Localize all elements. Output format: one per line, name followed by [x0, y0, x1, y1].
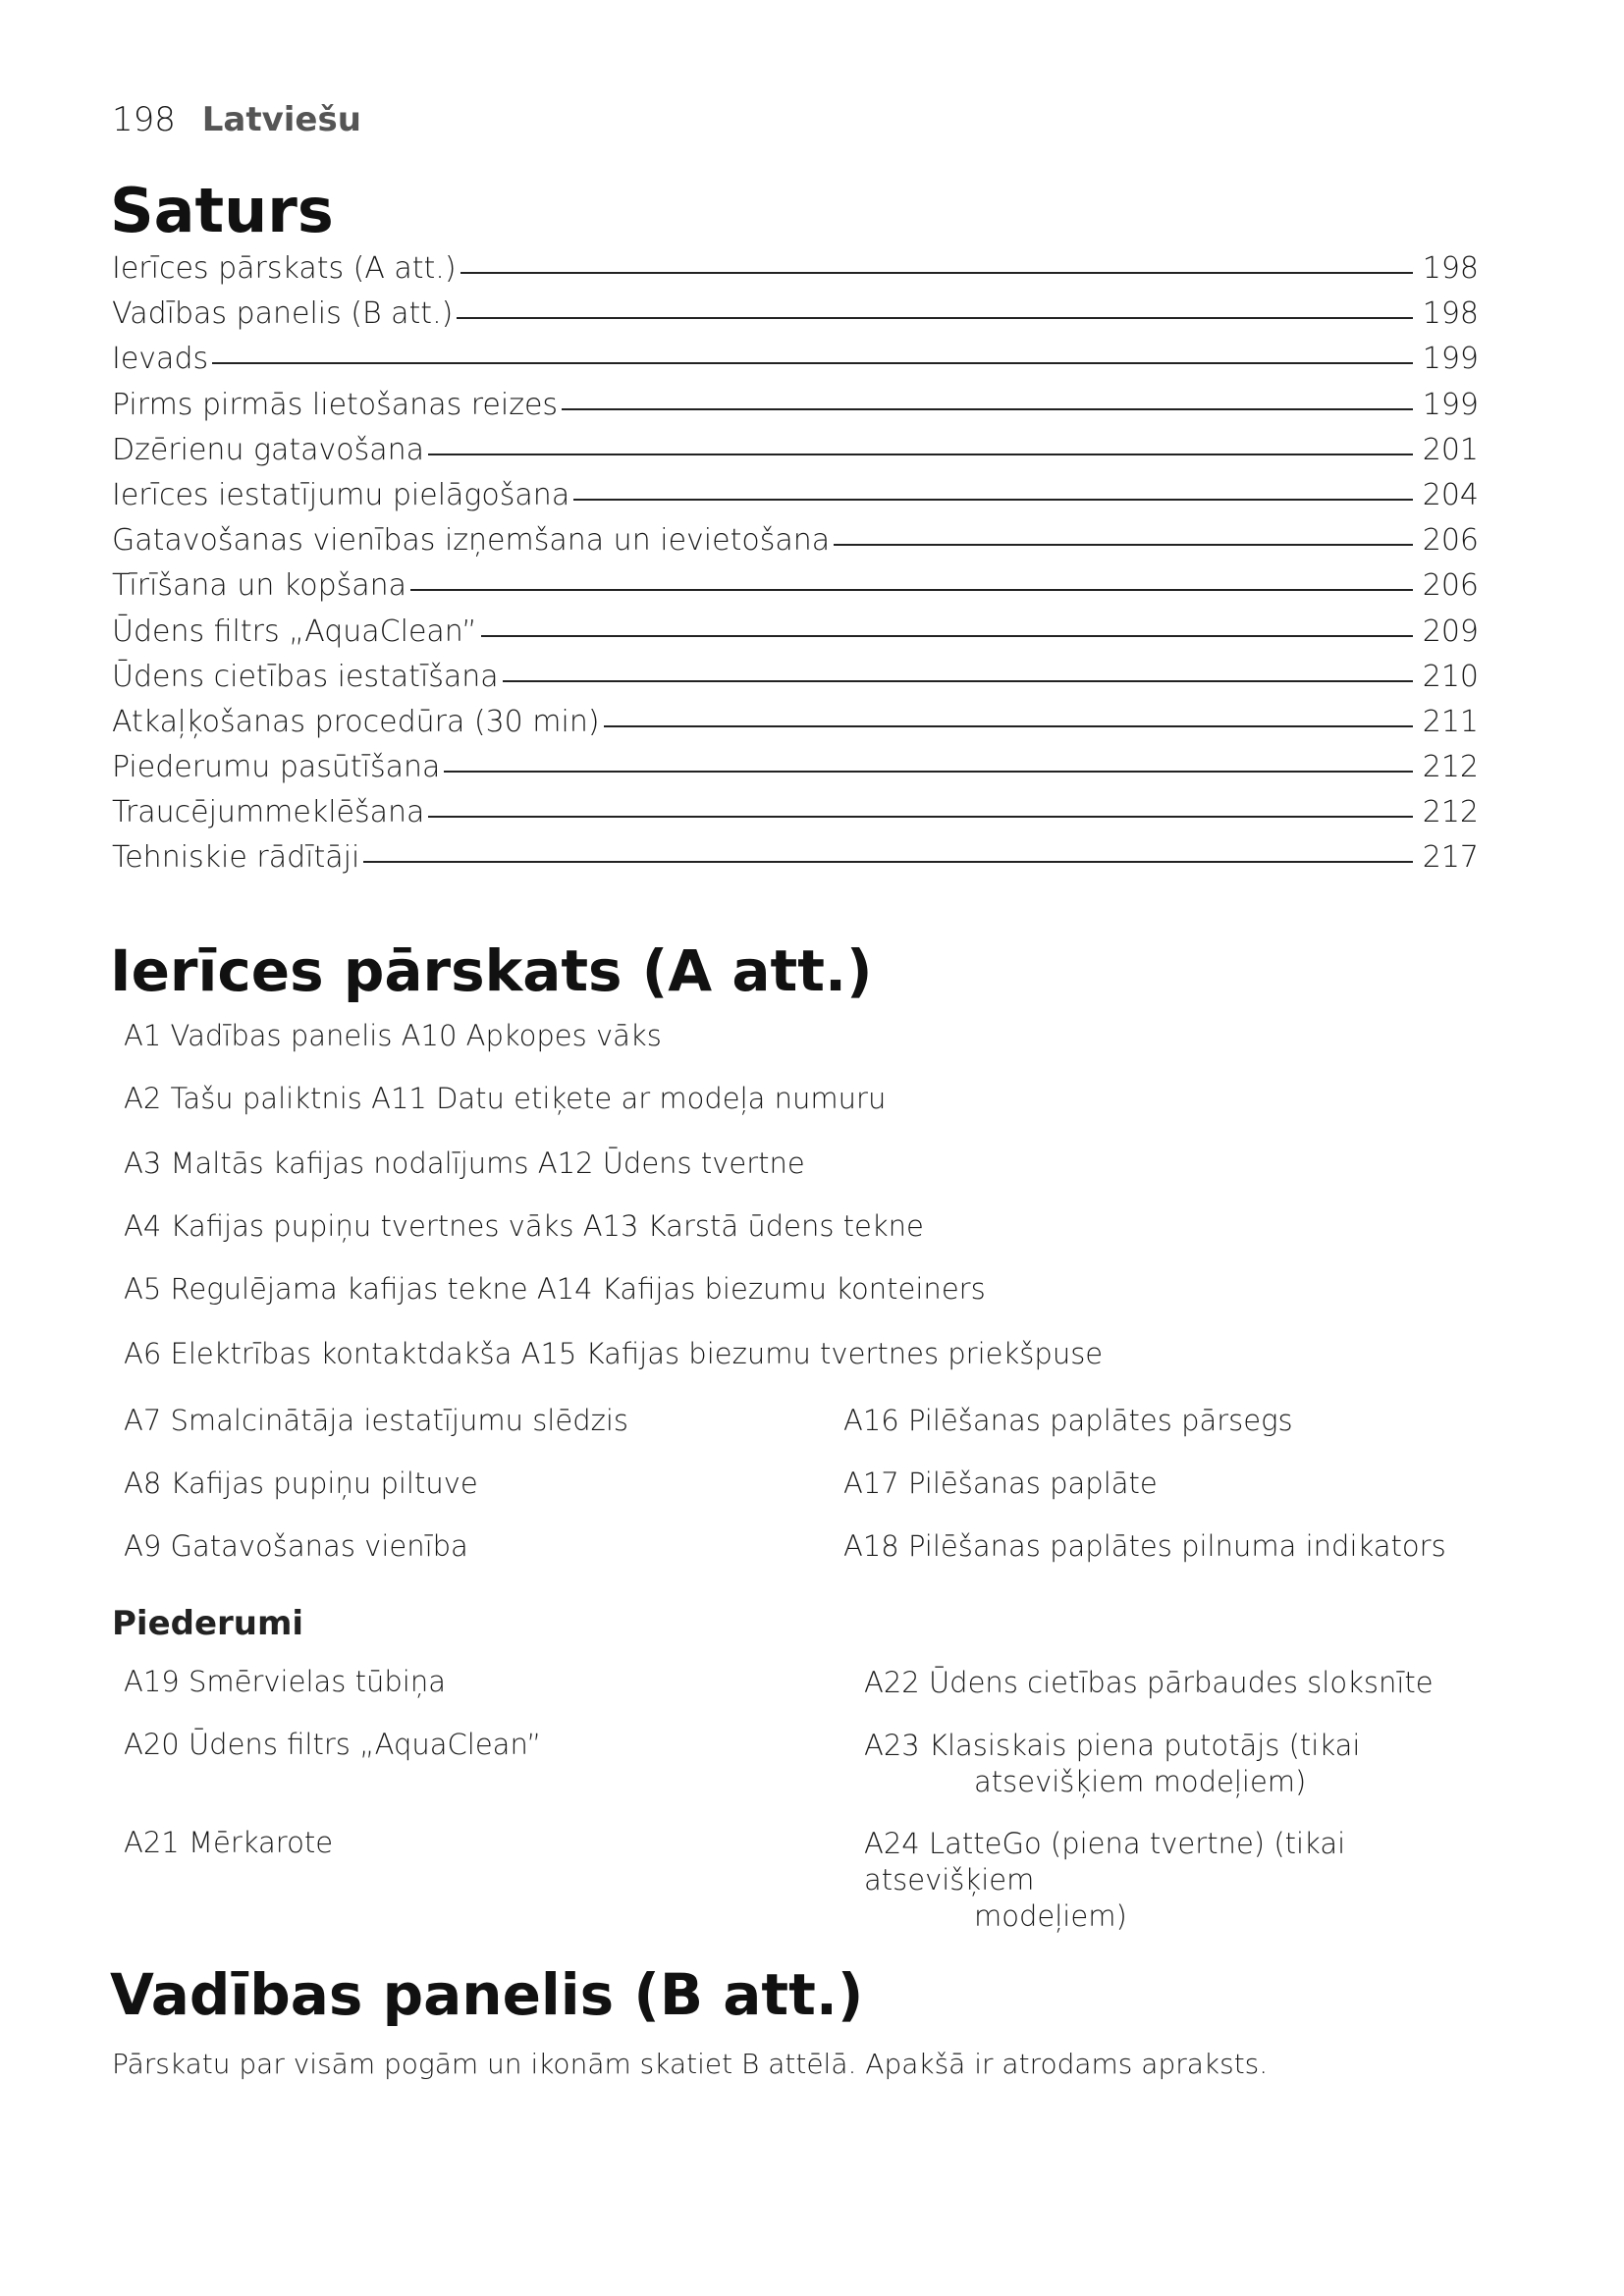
overview-item: A1 Vadības panelis A10 Apkopes vāks	[124, 1019, 662, 1052]
toc-entry-title: Ierīces pārskats (A att.)	[112, 251, 457, 286]
toc-entry[interactable]	[112, 568, 1479, 614]
toc-entry-page: 217	[1422, 840, 1479, 876]
accessory-item: A19 Smērvielas tūbiņa	[124, 1665, 446, 1698]
toc-entry-title: Tīrīšana un kopšana	[112, 568, 407, 604]
toc-leader-line	[460, 272, 1413, 274]
toc-entry-title: Vadības panelis (B att.)	[112, 296, 454, 332]
toc-entry-page: 199	[1422, 387, 1479, 422]
language-label: Latviešu	[201, 100, 361, 139]
toc-entry-title: Piederumu pasūtīšana	[112, 750, 441, 785]
overview-item: A9 Gatavošanas vienība	[124, 1529, 468, 1563]
toc-entry-title: Traucējummeklēšana	[112, 795, 425, 830]
toc-entry[interactable]	[112, 795, 1479, 840]
overview-item: A18 Pilēšanas paplātes pilnuma indikators	[843, 1529, 1446, 1563]
overview-item: A17 Pilēšanas paplāte	[843, 1467, 1158, 1500]
toc-entry[interactable]	[112, 840, 1479, 885]
toc-entry-title: Ierīces iestatījumu pielāgošana	[112, 477, 570, 512]
control-panel-heading: Vadības panelis (B att.)	[110, 1961, 864, 2028]
accessory-item-text: A22 Ūdens cietības pārbaudes sloksnīte	[864, 1666, 1434, 1699]
accessory-item-continuation: atsevišķiem modeļiem)	[974, 1765, 1307, 1798]
toc-leader-line	[834, 544, 1413, 546]
toc-leader-line	[457, 317, 1412, 319]
toc-heading: Saturs	[110, 175, 334, 246]
running-header	[112, 100, 361, 139]
toc-entry-title: Atkaļķošanas procedūra (30 min)	[112, 704, 600, 739]
accessory-item-text: A23 Klasiskais piena putotājs (tikai	[864, 1729, 1361, 1762]
toc-entry[interactable]	[112, 388, 1479, 433]
toc-entry[interactable]	[112, 614, 1479, 660]
toc-entry-page: 206	[1422, 568, 1479, 604]
toc-entry[interactable]	[112, 750, 1479, 795]
toc-entry-page: 199	[1422, 342, 1479, 377]
toc-entry-title: Dzērienu gatavošana	[112, 432, 425, 467]
overview-item: A4 Kafijas pupiņu tvertnes vāks A13 Karstā ūdens tekne	[124, 1209, 924, 1243]
toc-entry-page: 211	[1422, 704, 1479, 739]
toc-entry[interactable]	[112, 705, 1479, 750]
toc-leader-line	[410, 589, 1413, 591]
accessories-heading: Piederumi	[112, 1604, 304, 1643]
toc-entry[interactable]	[112, 478, 1479, 523]
overview-item: A7 Smalcinātāja iestatījumu slēdzis	[124, 1404, 628, 1437]
toc-leader-line	[444, 771, 1412, 773]
toc-entry-title: Ūdens cietības iestatīšana	[112, 659, 499, 694]
toc-entry-page: 201	[1422, 432, 1479, 467]
toc-entry[interactable]	[112, 342, 1479, 387]
toc-entry[interactable]	[112, 251, 1479, 296]
toc-leader-line	[503, 680, 1413, 682]
overview-item: A3 Maltās kafijas nodalījums A12 Ūdens tvertne	[124, 1147, 805, 1180]
overview-item: A6 Elektrības kontaktdakša A15 Kafijas biezumu tvertnes priekšpuse	[124, 1337, 1104, 1370]
accessory-item	[864, 1826, 1492, 1935]
toc-entry-page: 209	[1422, 614, 1479, 649]
accessory-item	[864, 1728, 1492, 1800]
page-number: 198	[112, 100, 176, 139]
toc-entry[interactable]	[112, 523, 1479, 568]
toc-entry-title: Pirms pirmās lietošanas reizes	[112, 387, 559, 422]
toc-entry-page: 210	[1422, 659, 1479, 694]
toc-entry-page: 206	[1422, 523, 1479, 559]
overview-item: A8 Kafijas pupiņu piltuve	[124, 1467, 478, 1500]
toc-leader-line	[604, 725, 1413, 727]
toc-entry-page: 204	[1422, 477, 1479, 512]
accessory-item	[864, 1665, 1492, 1701]
toc-leader-line	[428, 816, 1412, 818]
toc-entry-title: Gatavošanas vienības izņemšana un ievietošana	[112, 523, 831, 559]
accessory-item-text: A24 LatteGo (piena tvertne) (tikai atsevišķiem	[864, 1827, 1346, 1896]
toc-leader-line	[363, 861, 1412, 863]
toc-entry-page: 198	[1422, 251, 1479, 286]
toc-entry-page: 198	[1422, 296, 1479, 332]
toc-entry[interactable]	[112, 660, 1479, 705]
toc-entry-title: Ievads	[112, 342, 209, 377]
toc-entry-title: Ūdens filtrs „AquaClean”	[112, 614, 477, 649]
toc-entry[interactable]	[112, 296, 1479, 342]
overview-item: A16 Pilēšanas paplātes pārsegs	[843, 1404, 1293, 1437]
overview-item: A2 Tašu paliktnis A11 Datu etiķete ar modeļa numuru	[124, 1082, 887, 1115]
overview-item: A5 Regulējama kafijas tekne A14 Kafijas biezumu konteiners	[124, 1272, 986, 1306]
toc-leader-line	[562, 408, 1413, 410]
toc-leader-line	[212, 362, 1413, 364]
toc-entry-page: 212	[1422, 750, 1479, 785]
toc-leader-line	[428, 454, 1413, 455]
toc-entry-page: 212	[1422, 795, 1479, 830]
table-of-contents	[112, 251, 1479, 886]
toc-leader-line	[481, 635, 1413, 637]
accessory-item: A21 Mērkarote	[124, 1826, 334, 1859]
control-panel-intro: Pārskatu par visām pogām un ikonām skatiet B attēlā. Apakšā ir atrodams apraksts.	[112, 2048, 1269, 2080]
accessory-item: A20 Ūdens filtrs „AquaClean”	[124, 1728, 542, 1761]
toc-entry[interactable]	[112, 433, 1479, 478]
toc-entry-title: Tehniskie rādītāji	[112, 840, 360, 876]
overview-heading: Ierīces pārskats (A att.)	[110, 937, 873, 1004]
accessory-item-continuation: modeļiem)	[974, 1899, 1127, 1933]
toc-leader-line	[573, 499, 1413, 501]
